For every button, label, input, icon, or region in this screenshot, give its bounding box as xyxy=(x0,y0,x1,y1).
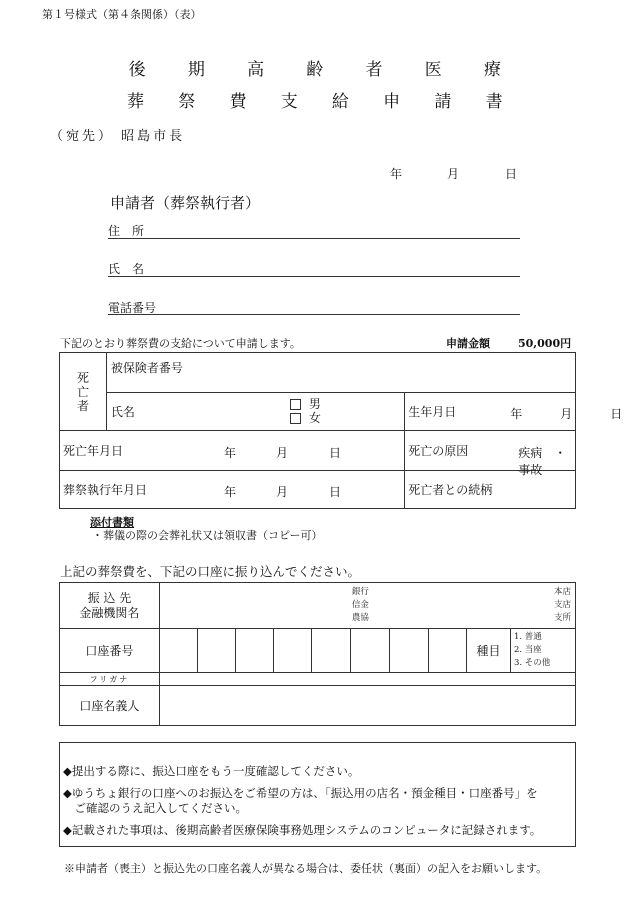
title-char: 葬 xyxy=(127,92,145,112)
account-kind-options[interactable]: 1. 普通 2. 当座 3. その他 xyxy=(510,629,575,673)
bank-label: 振 込 先 金融機関名 xyxy=(60,583,160,629)
bank-type-left: 銀行 信金 農協 xyxy=(351,587,369,623)
address-label: 住 所 xyxy=(108,224,145,238)
title-char: 請 xyxy=(434,92,452,112)
amount-label: 申請金額 xyxy=(446,337,490,350)
bank-name-field[interactable] xyxy=(159,583,575,629)
bank-table xyxy=(59,582,576,726)
recipient: （宛先） 昭島市長 xyxy=(50,129,186,144)
deceased-side-label: 死 亡 者 xyxy=(60,353,107,431)
funeral-date-label: 葬祭執行年月日 xyxy=(63,483,148,497)
title-char: 療 xyxy=(483,60,502,80)
death-cause-options: 疾病 ・事故 xyxy=(518,446,567,477)
title-char: 者 xyxy=(365,60,383,80)
sex-female-checkbox[interactable] xyxy=(290,413,301,424)
deceased-name-field[interactable] xyxy=(106,393,404,431)
form-number: 第１号様式（第４条関係）（表） xyxy=(42,8,202,21)
title-char: 医 xyxy=(424,60,443,80)
relation-label: 死亡者との続柄 xyxy=(408,483,493,497)
attachments-title: 添付書類 xyxy=(90,516,134,529)
account-digit-cell[interactable] xyxy=(235,629,273,673)
title-char: 齢 xyxy=(306,60,324,80)
title-line2 xyxy=(0,87,630,112)
account-digit-cell[interactable] xyxy=(273,629,312,673)
account-number-label: 口座番号 xyxy=(60,629,160,673)
title-char: 費 xyxy=(229,92,247,112)
notes-box xyxy=(59,742,576,847)
title-char: 期 xyxy=(187,60,206,80)
sex-male-checkbox[interactable] xyxy=(290,399,301,410)
note-line: ◆提出する際に、振込口座をもう一度確認してください。 xyxy=(63,764,360,778)
funeral-date-field[interactable]: 葬祭執行年月日 年 月 日 xyxy=(60,471,405,509)
account-digit-cell[interactable] xyxy=(159,629,197,673)
death-date-field[interactable]: 死亡年月日 年 月 日 xyxy=(60,431,405,471)
date-day-label: 日 xyxy=(505,167,518,181)
footer-note: ※申請者（喪主）と振込先の口座名義人が異なる場合は、委任状（裏面）の記入をお願いします。 xyxy=(64,862,548,875)
title-char: 書 xyxy=(485,92,503,112)
title-char: 支 xyxy=(280,92,299,112)
title-char: 後 xyxy=(128,60,147,80)
title-line1 xyxy=(0,55,630,80)
date-month-label: 月 xyxy=(447,167,460,181)
amount-value: 50,000円 xyxy=(518,337,572,350)
note-line: ご確認のうえ記入してください。 xyxy=(63,801,247,815)
death-cause-label: 死亡の原因 xyxy=(408,444,469,458)
note-line: ◆ゆうちょ銀行の口座へのお振込をご希望の方は、「振込用の店名・預金種目・口座番号」を xyxy=(63,786,538,800)
title-char: 高 xyxy=(247,60,265,80)
death-date-label: 死亡年月日 xyxy=(63,444,124,458)
transfer-lead: 上記の葬祭費を、下記の口座に振り込んでください。 xyxy=(60,564,361,579)
attachments-item: ・葬儀の際の会葬礼状又は領収書（コピー可） xyxy=(92,529,323,542)
account-digit-cell[interactable] xyxy=(312,629,351,673)
death-cause-field[interactable] xyxy=(405,431,576,477)
deceased-name-label: 氏名 xyxy=(110,405,135,419)
birthdate-field[interactable]: 生年月日 年 月 日 xyxy=(405,393,576,431)
furigana-field[interactable] xyxy=(159,673,575,686)
title-char: 申 xyxy=(383,92,401,112)
account-digit-cell[interactable] xyxy=(390,629,429,673)
title-char: 祭 xyxy=(178,92,196,112)
account-holder-field[interactable] xyxy=(159,686,575,726)
account-digit-cell[interactable] xyxy=(197,629,235,673)
date-year-label: 年 xyxy=(390,167,403,181)
deceased-table xyxy=(59,352,623,509)
name-field[interactable] xyxy=(108,276,520,277)
sex-options: 男 女 xyxy=(290,397,321,425)
phone-label: 電話番号 xyxy=(108,301,157,315)
address-field[interactable] xyxy=(108,238,520,239)
birthdate-label: 生年月日 xyxy=(408,405,457,419)
insured-number-field[interactable]: 被保険者番号 xyxy=(106,353,575,393)
account-kind-label: 種目 xyxy=(467,629,511,673)
account-spacer-cell xyxy=(429,629,467,673)
lead-text: 下記のとおり葬祭費の支給について申請します。 xyxy=(60,337,301,350)
note-line: ◆記載された事項は、後期高齢者医療保険事務処理システムのコンピュータに記録されます。 xyxy=(63,823,542,837)
title-char: 給 xyxy=(331,92,350,112)
phone-field[interactable] xyxy=(108,314,520,315)
name-label: 氏 名 xyxy=(108,262,145,276)
applicant-heading: 申請者（葬祭執行者） xyxy=(110,194,261,212)
furigana-label: フリガナ xyxy=(60,673,160,686)
account-digit-cell[interactable] xyxy=(351,629,390,673)
bank-type-right: 本店 支店 支所 xyxy=(553,587,571,623)
account-holder-label: 口座名義人 xyxy=(60,686,160,726)
